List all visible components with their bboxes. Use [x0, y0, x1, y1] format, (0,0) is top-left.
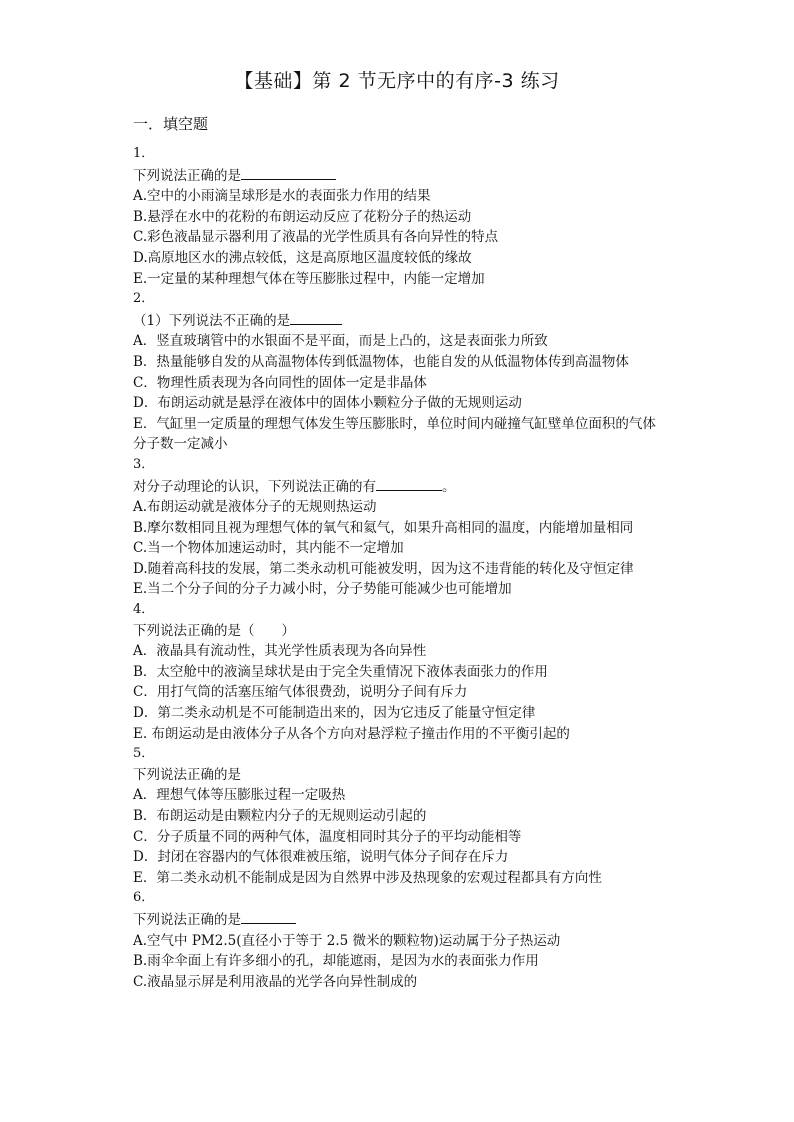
section-heading: 一．填空题 — [133, 115, 209, 133]
option: E. 布朗运动是由液体分子从各个方向对悬浮粒子撞击作用的不平衡引起的 — [133, 725, 570, 742]
option: B.悬浮在水中的花粉的布朗运动反应了花粉分子的热运动 — [133, 208, 472, 225]
question-list — [133, 144, 668, 992]
option: B.摩尔数相同且视为理想气体的氧气和氦气，如果升高相同的温度，内能增加量相同 — [133, 519, 634, 536]
option: D．第二类永动机是不可能制造出来的，因为它违反了能量守恒定律 — [133, 705, 536, 722]
option: C.液晶显示屏是利用液晶的光学各向异性制成的 — [133, 973, 418, 990]
option: E.一定量的某种理想气体在等压膨胀过程中，内能一定增加 — [133, 270, 485, 287]
question-4 — [133, 600, 668, 744]
question-stem: （1）下列说法不正确的是 — [133, 310, 668, 332]
answer-blank[interactable] — [241, 165, 336, 180]
option: E.当二个分子间的分子力减小时，分子势能可能减少也可能增加 — [133, 581, 512, 598]
option: A.空中的小雨滴呈球形是水的表面张力作用的结果 — [133, 188, 431, 205]
page-title: 【基础】第 2 节无序中的有序-3 练习 — [234, 70, 560, 92]
answer-blank[interactable] — [376, 476, 442, 491]
question-stem: 下列说法正确的是 — [133, 909, 668, 931]
option: C．分子质量不同的两种气体，温度相同时其分子的平均动能相等 — [133, 828, 522, 845]
option: E．气缸里一定质量的理想气体发生等压膨胀时，单位时间内碰撞气缸壁单位面积的气体分子数一定减小 — [133, 415, 656, 453]
option: D.随着高科技的发展，第二类永动机可能被发明，因为这不违背能的转化及守恒定律 — [133, 560, 634, 577]
question-1 — [133, 144, 668, 289]
option: C.当一个物体加速运动时，其内能不一定增加 — [133, 540, 404, 557]
option: C．用打气筒的活塞压缩气体很费劲，说明分子间有斥力 — [133, 684, 468, 701]
option: C.彩色液晶显示器利用了液晶的光学性质具有各向异性的特点 — [133, 229, 499, 246]
question-stem: 下列说法正确的是 — [133, 165, 668, 187]
option: A.空气中 PM2.5(直径小于等于 2.5 微米的颗粒物)运动属于分子热运动 — [133, 932, 561, 949]
question-number: 3． — [133, 456, 155, 472]
question-5 — [133, 744, 668, 888]
option: B．太空舱中的液滴呈球状是由于完全失重情况下液体表面张力的作用 — [133, 663, 548, 680]
question-number: 5． — [133, 746, 155, 762]
question-number: 2． — [133, 291, 155, 307]
question-number: 1． — [133, 146, 155, 161]
option: A．竖直玻璃管中的水银面不是平面，而是上凸的，这是表面张力所致 — [133, 333, 548, 350]
question-number: 6． — [133, 890, 155, 906]
option: E．第二类永动机不能制成是因为自然界中涉及热现象的宏观过程都具有方向性 — [133, 869, 602, 886]
question-stem: 下列说法正确的是（ ） — [133, 622, 295, 639]
option: B．热量能够自发的从高温物体传到低温物体，也能自发的从低温物体传到高温物体 — [133, 353, 629, 370]
option: C．物理性质表现为各向同性的固体一定是非晶体 — [133, 374, 427, 391]
answer-blank[interactable] — [241, 909, 296, 924]
question-6 — [133, 888, 668, 992]
option: D．布朗运动就是悬浮在液体中的固体小颗粒分子做的无规则运动 — [133, 395, 522, 412]
option: A．液晶具有流动性，其光学性质表现为各向异性 — [133, 643, 427, 660]
question-stem: 下列说法正确的是 — [133, 766, 241, 783]
option: B．布朗运动是由颗粒内分子的无规则运动引起的 — [133, 808, 427, 824]
option: A．理想气体等压膨胀过程一定吸热 — [133, 787, 346, 804]
answer-blank[interactable] — [290, 310, 342, 325]
option: D．封闭在容器内的气体很难被压缩，说明气体分子间存在斥力 — [133, 849, 509, 866]
option: B.雨伞伞面上有许多细小的孔，却能遮雨，是因为水的表面张力作用 — [133, 953, 539, 970]
question-number: 4． — [133, 602, 155, 618]
option: D.高原地区水的沸点较低，这是高原地区温度较低的缘故 — [133, 249, 472, 266]
question-stem: 对分子动理论的认识，下列说法正确的有 。 — [133, 476, 668, 498]
question-2 — [133, 289, 668, 455]
question-3 — [133, 455, 668, 600]
option: A.布朗运动就是液体分子的无规则热运动 — [133, 499, 377, 516]
